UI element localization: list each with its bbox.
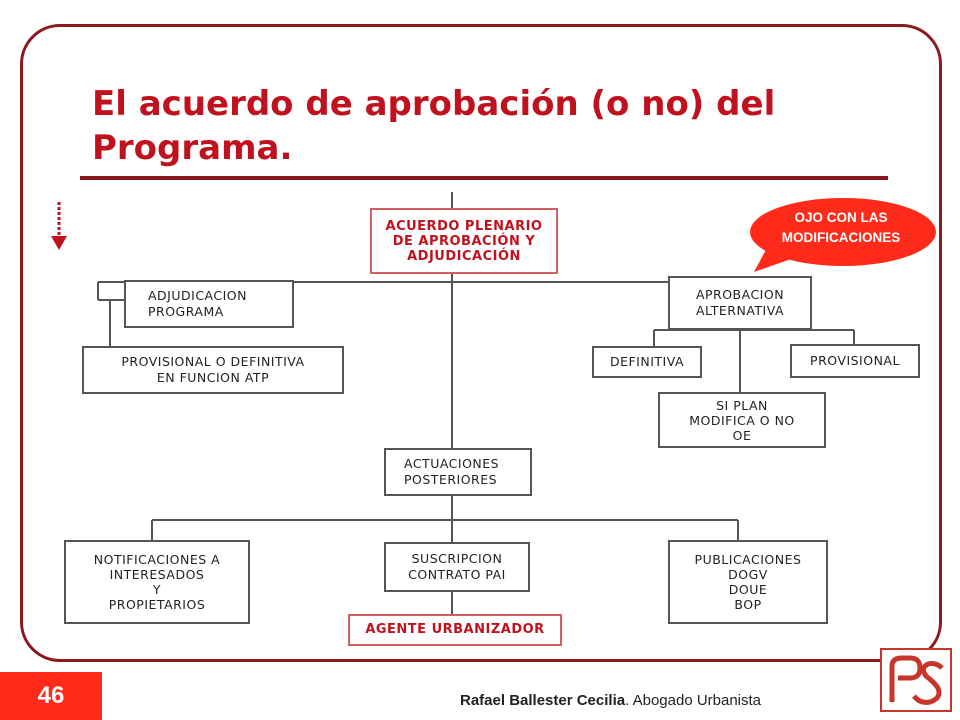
node-adjudicacion-programa: ADJUDICACION PROGRAMA (124, 280, 294, 328)
slide-title: El acuerdo de aprobación (o no) del Programa. (92, 84, 776, 168)
node-provisional-definitiva: PROVISIONAL O DEFINITIVA EN FUNCION ATP (82, 346, 344, 394)
node-aprobacion-alternativa: APROBACION ALTERNATIVA (668, 276, 812, 330)
node-publicaciones: PUBLICACIONES DOGV DOUE BOP (668, 540, 828, 624)
node-actuaciones-posteriores: ACTUACIONES POSTERIORES (384, 448, 532, 496)
node-definitiva: DEFINITIVA (592, 346, 702, 378)
ps-logo-icon (880, 648, 952, 712)
footer-credit (460, 692, 761, 709)
footer-role: . Abogado Urbanista (625, 692, 762, 709)
root-node-acuerdo-plenario: ACUERDO PLENARIO DE APROBACIÓN Y ADJUDICACIÓN (370, 208, 558, 274)
page-number-badge: 46 (0, 672, 102, 720)
footer-author: Rafael Ballester Cecilia (460, 692, 626, 709)
node-notificaciones: NOTIFICACIONES A INTERESADOS Y PROPIETARIOS (64, 540, 250, 624)
node-agente-urbanizador: AGENTE URBANIZADOR (348, 614, 562, 646)
node-si-plan: SI PLAN MODIFICA O NO OE (658, 392, 826, 448)
node-suscripcion-contrato: SUSCRIPCION CONTRATO PAI (384, 542, 530, 592)
node-provisional: PROVISIONAL (790, 344, 920, 378)
callout-text: OJO CON LAS MODIFICACIONES (781, 210, 901, 245)
